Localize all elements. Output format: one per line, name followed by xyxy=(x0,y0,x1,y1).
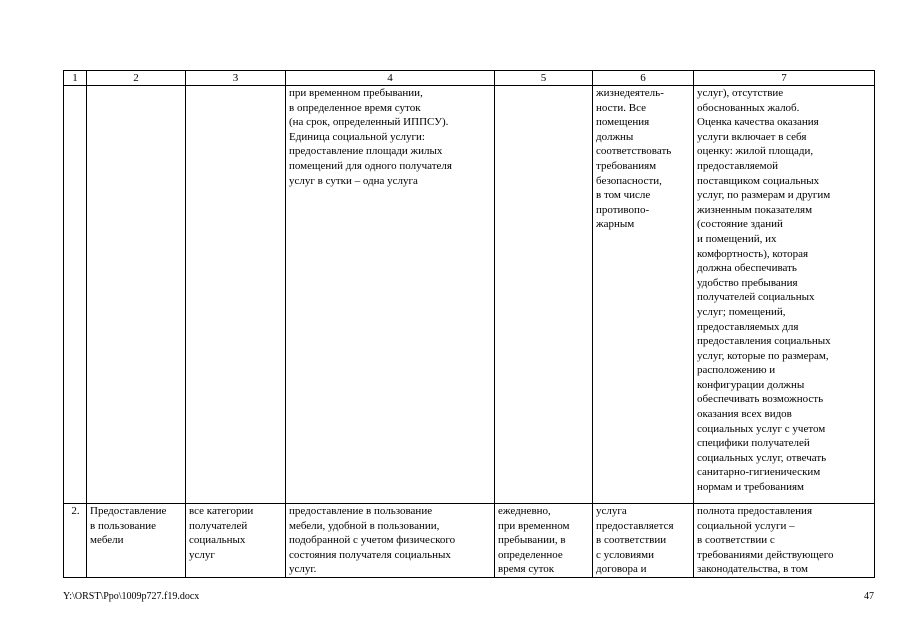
footer-file-path: Y:\ORST\Ppo\1009p727.f19.docx xyxy=(63,591,200,602)
column-number-5: 5 xyxy=(495,71,593,86)
services-table xyxy=(63,70,875,578)
recipient-category-cell xyxy=(186,86,286,504)
service-description-cell: при временном пребывании, в определенное время суток (на срок, определенный ИППСУ). Единица социальной услуги: предоставление площади жилых помещений для одного получателя услуг в сутки – одна услуга xyxy=(286,86,495,504)
schedule-cell: ежедневно, при временном пребывании, в определенное время суток xyxy=(495,504,593,578)
column-number-4: 4 xyxy=(286,71,495,86)
table-row-continuation xyxy=(64,86,875,504)
quality-indicators-cell: услуг), отсутствие обоснованных жалоб. Оценка качества оказания услуги включает в себя оценку: жилой площади, предоставляемой поставщиком социальных услуг, по размерам и другим жизненным показателям (состояние зданий и помещений, их комфортность), которая должна обеспечивать удобство пребывания получателей социальных услуг; помещений, предоставляемых для предоставления социальных услуг, которые по размерам, расположению и конфигурации должны обеспечивать возможность оказания всех видов социальных услуг с учетом специфики получателей социальных услуг, отвечать санитарно-гигиеническим нормам и требованиям xyxy=(694,86,875,504)
column-number-1: 1 xyxy=(64,71,87,86)
column-number-3: 3 xyxy=(186,71,286,86)
service-name-cell xyxy=(87,86,186,504)
service-name-cell: Предоставление в пользование мебели xyxy=(87,504,186,578)
conditions-cell: услуга предоставляется в соответствии с условиями договора и xyxy=(593,504,694,578)
footer-page-number: 47 xyxy=(864,591,874,602)
column-number-6: 6 xyxy=(593,71,694,86)
column-number-7: 7 xyxy=(694,71,875,86)
conditions-cell: жизнедеятель- ности. Все помещения должны соответствовать требованиям безопасности, в том числе противопо- жарным xyxy=(593,86,694,504)
column-number-row xyxy=(64,71,875,86)
service-description-cell: предоставление в пользование мебели, удобной в пользовании, подобранной с учетом физического состояния получателя социальных услуг. xyxy=(286,504,495,578)
schedule-cell xyxy=(495,86,593,504)
quality-indicators-cell: полнота предоставления социальной услуги – в соответствии с требованиями действующего законодательства, в том xyxy=(694,504,875,578)
recipient-category-cell: все категории получателей социальных услуг xyxy=(186,504,286,578)
row-number-cell xyxy=(64,86,87,504)
row-number-cell: 2. xyxy=(64,504,87,578)
column-number-2: 2 xyxy=(87,71,186,86)
table-row-furniture xyxy=(64,504,875,578)
